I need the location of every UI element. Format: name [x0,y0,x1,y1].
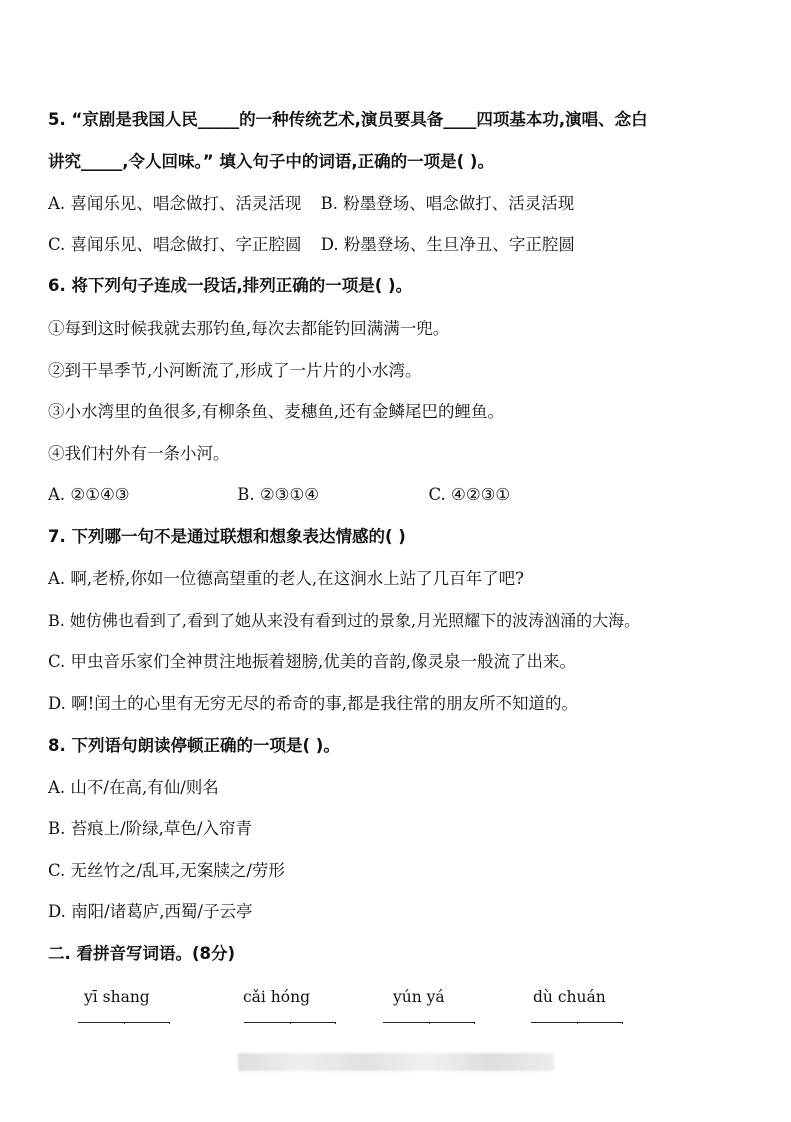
q6-sentence-4: ④我们村外有一条小河。 [48,444,230,463]
q5-options-row1 [48,192,771,216]
q6-option-a[interactable]: A. ②①④③ [48,485,130,504]
pinyin-text-3: yún yá [393,988,445,1006]
q8-option-b[interactable]: B. 苔痕上/阶绿,草色/入帘青 [48,819,252,838]
q5-options-row2 [48,233,771,257]
q8-option-d[interactable]: D. 南阳/诸葛庐,西蜀/子云亭 [48,902,253,921]
q5-option-b[interactable]: B. 粉墨登场、唱念做打、活灵活现 [320,194,575,213]
q5-stem-line1: 5. “京剧是我国人民_____的一种传统艺术,演员要具备____四项基本功,演唱、念白 [48,110,648,129]
answer-field-2[interactable] [244,1022,336,1026]
pinyin-text-4: dù chuán [533,988,606,1006]
q6-options-row [48,483,771,507]
q7-stem: 7. 下列哪一句不是通过联想和想象表达情感的( ) [48,527,406,546]
answer-field-3[interactable] [383,1022,475,1026]
q8-stem: 8. 下列语句朗读停顿正确的一项是( )。 [48,736,340,755]
pinyin-item-4 [531,984,631,1034]
pinyin-text-1: yī shang [84,988,150,1006]
q6-option-c[interactable]: C. ④②③① [428,485,511,504]
q6-sentence-3: ③小水湾里的鱼很多,有柳条鱼、麦穗鱼,还有金鳞尾巴的鲤鱼。 [48,402,504,421]
pinyin-item-2 [243,984,343,1034]
q6-stem: 6. 将下列句子连成一段话,排列正确的一项是( )。 [48,276,413,295]
pinyin-item-1 [78,984,178,1034]
q8-option-a[interactable]: A. 山不/在高,有仙/则名 [48,778,219,797]
q5-option-d[interactable]: D. 粉墨登场、生旦净丑、字正腔圆 [320,235,575,254]
section2-title: 二. 看拼音写词语。(8分) [48,944,236,963]
pinyin-text-2: cǎi hóng [243,988,311,1006]
pinyin-row [0,984,791,1034]
q8-option-c[interactable]: C. 无丝竹之/乱耳,无案牍之/劳形 [48,861,285,880]
q6-sentence-1: ①每到这时候我就去那钓鱼,每次去都能钓回满满一兜。 [48,319,450,338]
q5-option-c[interactable]: C. 喜闻乐见、唱念做打、字正腔圆 [48,235,302,254]
q5-stem-line2: 讲究_____,令人回味。” 填入句子中的词语,正确的一项是( )。 [48,152,494,171]
q5-option-a[interactable]: A. 喜闻乐见、唱念做打、活灵活现 [48,194,302,213]
q6-sentence-2: ②到干旱季节,小河断流了,形成了一片片的小水湾。 [48,361,422,380]
answer-field-1[interactable] [78,1022,170,1026]
q6-option-b[interactable]: B. ②③①④ [237,485,320,504]
blurred-footer-watermark [238,1053,554,1071]
answer-field-4[interactable] [531,1022,623,1026]
q7-option-d[interactable]: D. 啊!闰土的心里有无穷无尽的希奇的事,都是我往常的朋友所不知道的。 [48,694,579,713]
q7-option-b[interactable]: B. 她仿佛也看到了,看到了她从来没有看到过的景象,月光照耀下的波涛汹涌的大海。 [48,611,641,630]
pinyin-item-3 [383,984,483,1034]
q7-option-c[interactable]: C. 甲虫音乐家们全神贯注地振着翅膀,优美的音韵,像灵泉一般流了出来。 [48,652,577,671]
q7-option-a[interactable]: A. 啊,老桥,你如一位德高望重的老人,在这涧水上站了几百年了吧? [48,569,524,588]
